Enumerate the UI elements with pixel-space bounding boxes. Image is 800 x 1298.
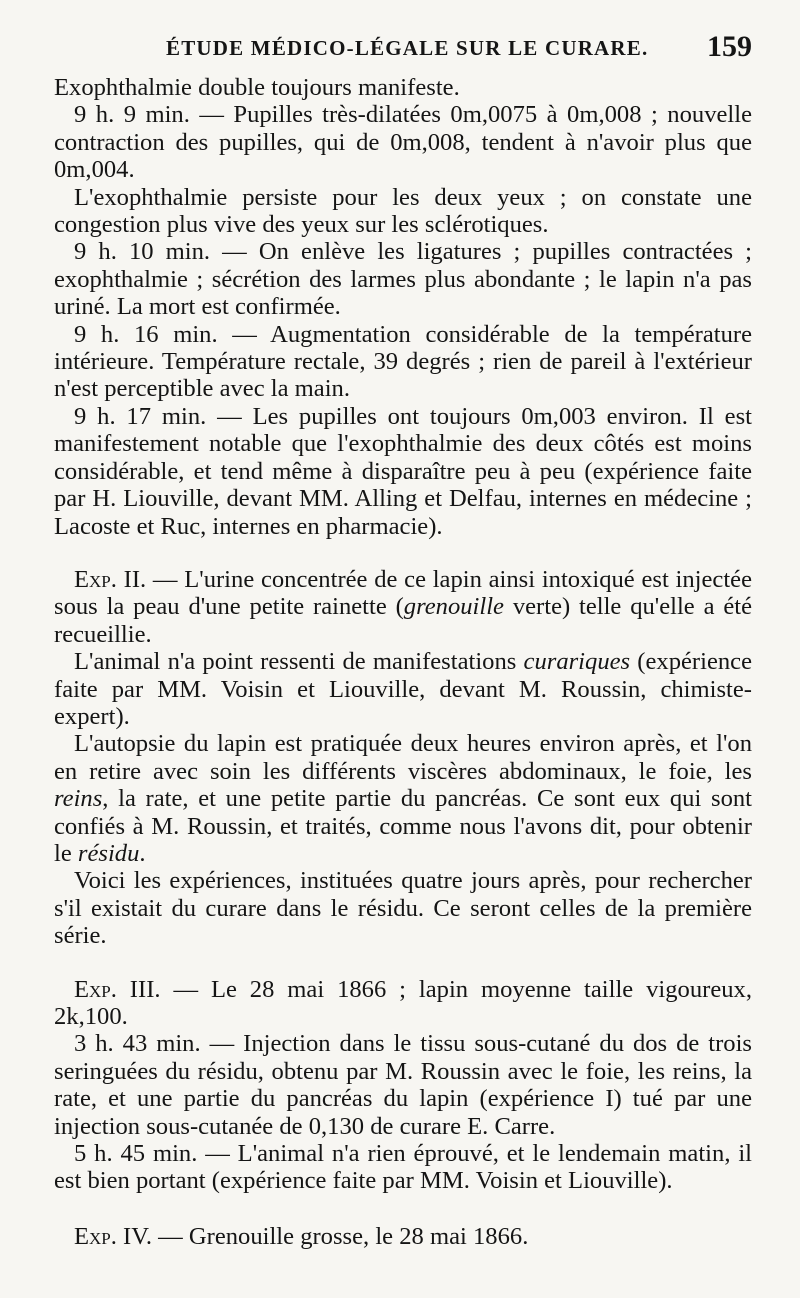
- paragraph-1: Exophthalmie double toujours manifeste.: [54, 74, 460, 101]
- experiment-label: Exp. III.: [74, 975, 161, 1003]
- experiment-label: Exp. II.: [74, 565, 147, 593]
- paragraph-exp-4: [54, 1223, 752, 1250]
- paragraph-2: 9 h. 9 min. — Pupilles très-dilatées 0m,0075 à 0m,008 ; nouvelle contraction des pupilles, qui de 0m,008, tendent à n'avoir plus que 0m,004.: [54, 101, 752, 184]
- paragraph-12: 3 h. 43 min. — Injection dans le tissu sous-cutané du dos de trois seringuées du résidu, obtenu par M. Roussin avec le foie, les reins, la rate, et une partie du pancréas du lapin (expérience I) tué par une injection sous-cutanée de 0,130 de curare E. Carre.: [54, 1030, 752, 1140]
- paragraph-text: (expérience faite par MM. Voisin et Liouville, devant M. Roussin, chimiste-expert).: [54, 648, 752, 730]
- italic-term: grenouille: [403, 593, 504, 621]
- paragraph-exp-3: [54, 976, 752, 1031]
- paragraph-text: — L'urine concentrée de ce lapin ainsi intoxiqué est injectée sous la peau d'une petite rainette (: [54, 565, 752, 621]
- page-number: 159: [707, 30, 752, 63]
- paragraph-8: [54, 648, 752, 730]
- paragraph-9: [54, 730, 752, 867]
- italic-term: curariques: [523, 648, 631, 676]
- paragraph-text: , la rate, et une petite partie du pancréas. Ce sont eux qui sont confiés à M. Roussin, et traités, comme nous l'avons dit, pour obtenir le: [54, 785, 752, 867]
- paragraph-exp-2: [54, 566, 752, 648]
- body-text: [54, 74, 752, 1250]
- paragraph-5: 9 h. 16 min. — Augmentation considérable de la température intérieure. Température rectale, 39 degrés ; rien de pareil à l'extérieur n'est perceptible avec la main.: [54, 320, 752, 403]
- paragraph-text: — Grenouille grosse, le 28 mai 1866.: [151, 1222, 529, 1250]
- running-header: [54, 30, 752, 70]
- paragraph-text: L'autopsie du lapin est pratiquée deux heures environ après, et l'on en retire avec soin les différents viscères abdominaux, le foie, les: [54, 730, 752, 785]
- experiment-label: Exp. IV.: [74, 1222, 152, 1250]
- paragraph-4: 9 h. 10 min. — On enlève les ligatures ; pupilles contractées ; exophthalmie ; sécrétion des larmes plus abondante ; le lapin n'a pas uriné. La mort est confirmée.: [54, 238, 752, 321]
- paragraph-text: — Le 28 mai 1866 ; lapin moyenne taille vigoureux, 2k,100.: [54, 975, 752, 1030]
- paragraph-text: verte) telle qu'elle a été recueillie.: [54, 593, 752, 648]
- header-title: ÉTUDE MÉDICO-LÉGALE SUR LE CURARE.: [166, 36, 649, 60]
- paragraph-10: Voici les expériences, instituées quatre jours après, pour rechercher s'il existait du curare dans le résidu. Ce seront celles de la première série.: [54, 867, 752, 950]
- italic-term: reins: [54, 785, 103, 813]
- paragraph-text: L'animal n'a point ressenti de manifestations: [74, 648, 524, 676]
- italic-term: résidu: [77, 839, 140, 867]
- paragraph-6: 9 h. 17 min. — Les pupilles ont toujours 0m,003 environ. Il est manifestement notable que l'exophthalmie des deux côtés est moins considérable, et tend même à disparaître peu à peu (expérience faite par H. Liouville, devant MM. Alling et Delfau, internes en médecine ; Lacoste et Ruc, internes en pharmacie).: [54, 402, 752, 540]
- paragraph-3: L'exophthalmie persiste pour les deux yeux ; on constate une congestion plus vive des yeux sur les sclérotiques.: [54, 183, 752, 239]
- paragraph-13: 5 h. 45 min. — L'animal n'a rien éprouvé, et le lendemain matin, il est bien portant (expérience faite par MM. Voisin et Liouville).: [54, 1140, 752, 1195]
- paragraph-text: .: [139, 839, 146, 867]
